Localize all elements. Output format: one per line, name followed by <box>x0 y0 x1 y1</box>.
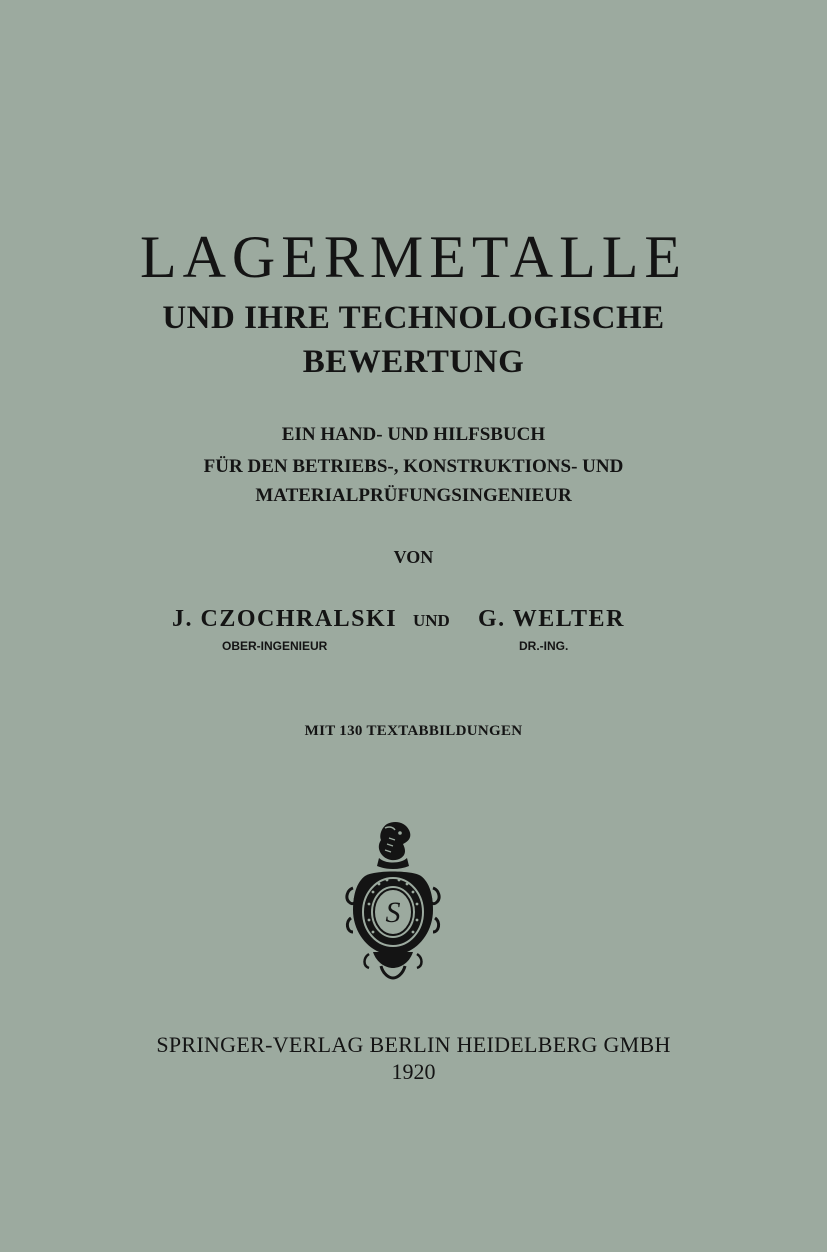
publication-year: 1920 <box>391 1059 436 1084</box>
author-connector: UND <box>413 611 450 630</box>
author-1-name: J. CZOCHRALSKI <box>172 606 398 632</box>
subtitle-line-2: BEWERTUNG <box>302 344 525 380</box>
by-label: VON <box>393 547 434 567</box>
springer-knight-emblem-icon <box>343 818 443 980</box>
description-line-1: EIN HAND- UND HILFSBUCH <box>281 424 546 445</box>
emblem-letter: S <box>385 896 401 929</box>
author-2-name: G. WELTER <box>478 606 625 632</box>
figures-note: MIT 130 TEXTABBILDUNGEN <box>304 723 523 739</box>
author-1-role: OBER-INGENIEUR <box>222 639 328 653</box>
description-line-3: MATERIALPRÜFUNGSINGENIEUR <box>255 485 572 506</box>
author-2-role: DR.-ING. <box>519 639 569 653</box>
subtitle-line-1: UND IHRE TECHNOLOGISCHE <box>162 300 665 336</box>
publisher: SPRINGER-VERLAG BERLIN HEIDELBERG GMBH <box>156 1032 671 1057</box>
description-line-2: FÜR DEN BETRIEBS-, KONSTRUKTIONS- UND <box>203 456 624 477</box>
book-title: LAGERMETALLE <box>139 224 688 290</box>
authors-row <box>0 605 827 635</box>
